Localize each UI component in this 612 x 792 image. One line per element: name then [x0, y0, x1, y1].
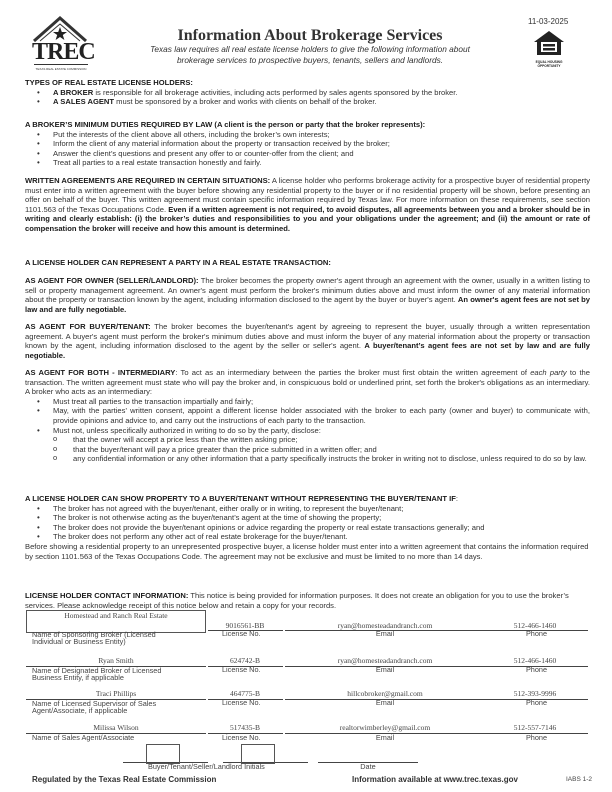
sponsoring-broker-email[interactable]: ryan@homesteadandranch.com: [337, 621, 433, 630]
designated-broker-name[interactable]: Ryan Smith: [98, 656, 134, 665]
initials-box-1[interactable]: [146, 744, 180, 764]
equal-housing-icon: [532, 30, 566, 56]
phone-label: Phone: [525, 629, 548, 638]
sales-agent-name[interactable]: Milissa Wilson: [93, 723, 139, 732]
supervisor-license[interactable]: 464775-B: [230, 689, 260, 698]
sponsoring-broker-label: Name of Sponsoring Broker (Licensed Individual or Business Entity): [32, 630, 156, 647]
email-label: Email: [375, 698, 395, 707]
sponsoring-broker-name[interactable]: Homestead and Ranch Real Estate: [64, 611, 168, 620]
list-item: • A SALES AGENT must be sponsored by a broker and works with clients on behalf of the broker.: [25, 97, 590, 107]
duties-heading: A BROKER’S MINIMUM DUTIES REQUIRED BY LAW (A client is the person or party that the broker represents):: [25, 120, 426, 129]
list-item: • Inform the client of any material information about the property or transaction received by the broker;: [25, 139, 590, 149]
list-item: • Put the interests of the client above all others, including the broker’s own interests;: [25, 130, 590, 140]
sub-list-item: o any confidential information or any other information that a party specifically instructs the broker in writing not to disclose, unless required to do so by law.: [25, 454, 590, 464]
types-section: [25, 78, 590, 107]
list-item: • May, with the parties' written consent, appoint a different license holder associated with the broker to each party (owner and buyer) to communicate with, provide opinions and advice to, and carry out the instructions of each party to the transaction.: [25, 406, 590, 425]
sales-agent-phone[interactable]: 512-557-7146: [513, 723, 557, 732]
show-property-section: A LICENSE HOLDER CAN SHOW PROPERTY TO A BUYER/TENANT WITHOUT REPRESENTING THE BUYER/TENANT IF: • The broker has not agreed with the buyer/tenant, either orally or in writing, to represent the buyer/tenant; • The broker is not otherwise acting as the buyer/tenant’s agent at the time of showing the property; • The broker does not provide the buyer/tenant opinions or advice regarding the property or real estate transactions generally; and • The broker does not perform any other act of real estate brokerage for the buyer/tenant. Before showing a residential property to an unrepresented prospective buyer, a license holder must enter into a written agreement that contains the information required by section 1101.563 of the Texas Occupations Code. The agreement may not be exclusive and must be limited to no more than 14 days.: [25, 494, 590, 561]
represent-heading: A LICENSE HOLDER CAN REPRESENT A PARTY IN A REAL ESTATE TRANSACTION:: [25, 258, 331, 267]
intermediary-section: AS AGENT FOR BOTH - INTERMEDIARY: To act as an intermediary between the parties the broker must first obtain the written agreement of each party to the transaction. The written agreement must state who will pay the broker and, in conspicuous bold or underlined print, set forth the broker's obligations as an intermediary. A broker who acts as an intermediary: • Must treat all parties to the transaction impartially and fairly; • May, with the parties' written consent, appoint a different license holder associated with the broker to each party (owner and buyer) to communicate with, provide opinions and advice to, and carry out the instructions of each party to the transaction. • Must not, unless specifically authorized in writing to do so by the party, disclose: o that the owner will accept a price less than the written asking price; o that the buyer/tenant will pay a price greater than the price submitted in a written offer; and o any confidential information or any other information that a party specifically instructs the broker in writing not to disclose, unless required to do so by law.: [25, 368, 590, 464]
written-agreements-section: WRITTEN AGREEMENTS ARE REQUIRED IN CERTAIN SITUATIONS: A license holder who performs brokerage activity for a prospective buyer of residential property must enter into a written agreement with the buyer before showing any residential property to the buyer or if no residential property will be shown, before presenting an offer on behalf of the buyer. This written agreement must contain specific information required by Texas law. For more information on these requirements, see section 1101.563 of the Texas Occupations Code. Even if a written agreement is not required, to avoid disputes, all agreements between you and a broker should be in writing and clearly establish: (i) the broker’s duties and responsibilities to you and your obligations under the agreement; and (ii) the amount or rate of compensation the broker will receive and how this amount is determined.: [25, 176, 590, 233]
sub-list-item: o that the buyer/tenant will pay a price greater than the price submitted in a written offer; and: [25, 445, 590, 455]
designated-broker-label: Name of Designated Broker of Licensed Business Entity, if applicable: [32, 666, 162, 683]
list-item: • Treat all parties to a real estate transaction honestly and fairly.: [25, 158, 590, 168]
list-item: • The broker is not otherwise acting as the buyer/tenant’s agent at the time of showing the property;: [25, 513, 590, 523]
duties-section: [25, 120, 590, 168]
sales-agent-license[interactable]: 517435-B: [230, 723, 260, 732]
license-label: License No.: [222, 698, 261, 707]
sponsoring-broker-phone[interactable]: 512-466-1460: [513, 621, 557, 630]
license-label: License No.: [222, 629, 261, 638]
designated-broker-license[interactable]: 624742-B: [230, 656, 260, 665]
phone-label: Phone: [525, 733, 548, 742]
email-label: Email: [375, 665, 395, 674]
footer-info-link[interactable]: Information available at www.trec.texas.gov: [352, 775, 518, 784]
sub-list-item: o that the owner will accept a price less than the written asking price;: [25, 435, 590, 445]
phone-label: Phone: [525, 665, 548, 674]
page-subtitle: Texas law requires all real estate license holders to give the following information about brokerage services to prospective buyers, tenants, sellers and landlords.: [150, 44, 470, 65]
page-title: Information About Brokerage Services: [177, 27, 443, 44]
sponsoring-broker-license[interactable]: 9016561-BB: [225, 621, 265, 630]
form-date: 11-03-2025: [528, 17, 569, 26]
equal-housing-logo: [532, 30, 566, 66]
logo-subtext: TEXAS REAL ESTATE COMMISSION: [35, 67, 87, 71]
list-item: • The broker does not provide the buyer/tenant opinions or advice regarding the property or real estate transactions generally; and: [25, 523, 590, 533]
show-heading: A LICENSE HOLDER CAN SHOW PROPERTY TO A BUYER/TENANT WITHOUT REPRESENTING THE BUYER/TENANT IF: [25, 494, 456, 503]
email-label: Email: [375, 733, 395, 742]
list-item: • A BROKER is responsible for all brokerage activities, including acts performed by sales agents sponsored by the broker.: [25, 88, 590, 98]
license-label: License No.: [222, 733, 261, 742]
types-heading: TYPES OF REAL ESTATE LICENSE HOLDERS:: [25, 78, 193, 87]
date-label: Date: [360, 762, 376, 771]
initials-label: Buyer/Tenant/Seller/Landlord Initials: [148, 762, 265, 771]
initials-box-2[interactable]: [241, 744, 275, 764]
contact-intro: LICENSE HOLDER CONTACT INFORMATION: This notice is being provided for information purposes. It does not create an obligation for you to use the broker’s services. Please acknowledge receipt of this notice below and retain a copy for your records.: [25, 591, 569, 610]
footer-regulated: Regulated by the Texas Real Estate Commission: [32, 775, 217, 784]
list-item: • Must not, unless specifically authorized in writing to do so by the party, disclose:: [25, 426, 590, 436]
show-after-text: Before showing a residential property to an unrepresented prospective buyer, a license holder must enter into a written agreement that contains the information required by section 1101.563 of the Texas Occupations Code. The agreement may not be exclusive and must be limited to no more than 14 days.: [25, 541, 589, 561]
sales-agent-email[interactable]: realtorwimberley@gmail.com: [339, 723, 431, 732]
sales-agent-label: Name of Sales Agent/Associate: [32, 733, 135, 742]
footer-form-code: IABS 1-2: [566, 776, 593, 783]
agent-for-owner: AS AGENT FOR OWNER (SELLER/LANDLORD): The broker becomes the property owner's agent through an agreement with the owner, usually in a written listing to sell or property management agreement. An owner's agent must perform the broker's minimum duties above and must inform the owner of any material information about the property or transaction known by the agent, including information disclosed to the agent by the buyer or buyer's agent. An owner's agent fees are not set by law and are fully negotiable.: [25, 276, 590, 314]
agent-for-buyer: AS AGENT FOR BUYER/TENANT: The broker becomes the buyer/tenant's agent by agreeing to represent the buyer, usually through a written representation agreement. A buyer's agent must perform the broker's minimum duties above and must inform the buyer of any material information about the property or transaction known by the agent, including information disclosed to the agent by the seller or seller's agent. A buyer/tenant’s agent fees are not set by law and are fully negotiable.: [25, 322, 590, 360]
phone-label: Phone: [525, 698, 548, 707]
supervisor-phone[interactable]: 512-393-9996: [513, 689, 557, 698]
supervisor-label: Name of Licensed Supervisor of Sales Agent/Associate, if applicable: [32, 699, 157, 716]
eho-text: EQUAL HOUSING OPPORTUNITY: [535, 60, 563, 68]
designated-broker-phone[interactable]: 512-466-1460: [513, 656, 557, 665]
logo-text: TREC: [32, 39, 95, 65]
list-item: • Must treat all parties to the transaction impartially and fairly;: [25, 397, 590, 407]
list-item: • Answer the client’s questions and present any offer to or counter-offer from the client; and: [25, 149, 590, 159]
trec-logo: [30, 14, 95, 74]
supervisor-name[interactable]: Traci Phillips: [95, 689, 137, 698]
designated-broker-email[interactable]: ryan@homesteadandranch.com: [337, 656, 433, 665]
license-label: License No.: [222, 665, 261, 674]
list-item: • The broker does not perform any other act of real estate brokerage for the buyer/tenant.: [25, 532, 590, 542]
supervisor-email[interactable]: hillcobroker@gmail.com: [347, 689, 423, 698]
email-label: Email: [375, 629, 395, 638]
list-item: • The broker has not agreed with the buyer/tenant, either orally or in writing, to represent the buyer/tenant;: [25, 504, 590, 514]
